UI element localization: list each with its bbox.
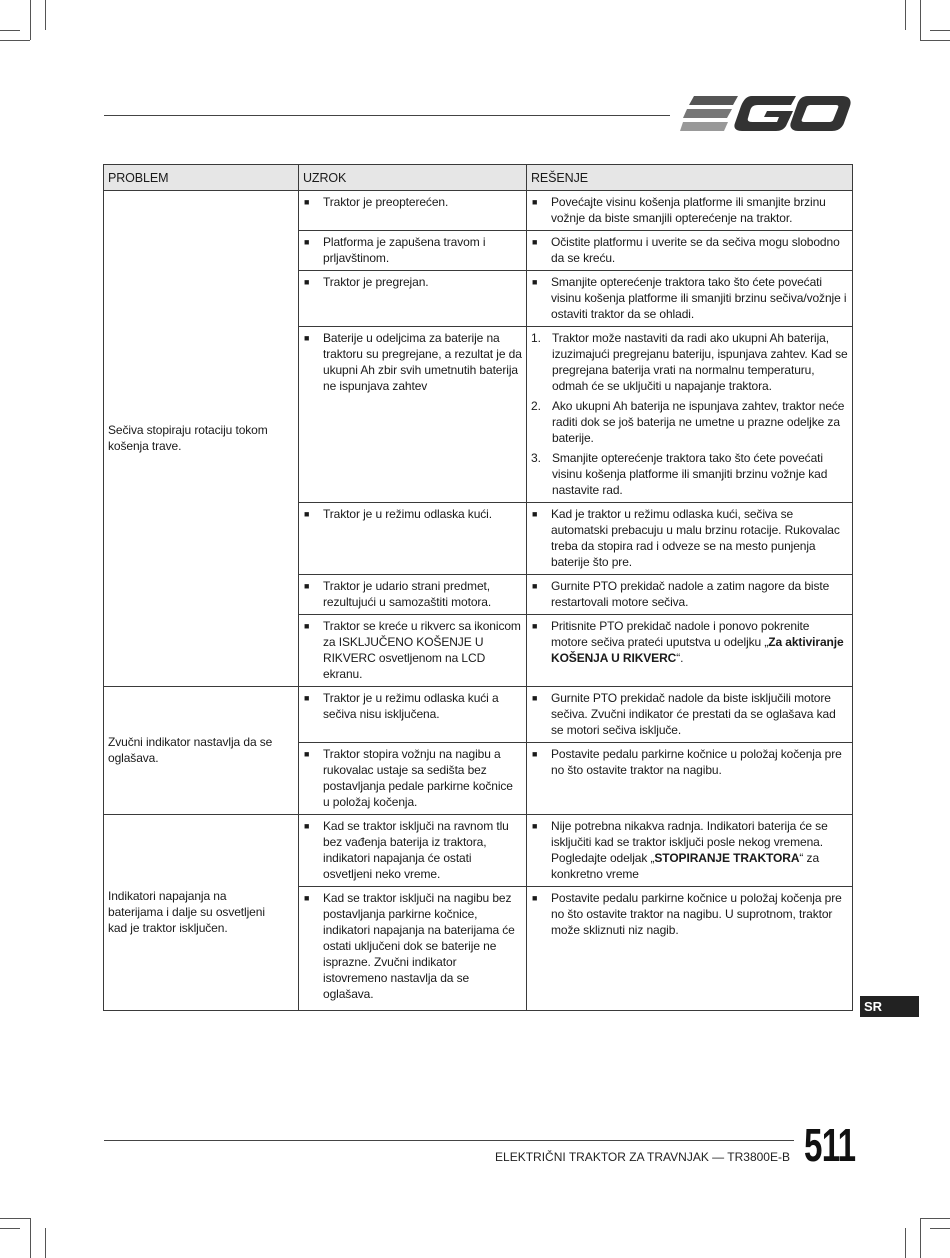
crop-mark	[905, 0, 906, 30]
cause-cell: ■ Traktor je preopterećen.	[299, 191, 527, 231]
crop-mark	[930, 30, 950, 31]
bullet-icon: ■	[304, 197, 310, 207]
troubleshooting-table	[103, 164, 853, 1011]
crop-mark	[920, 40, 950, 41]
problem-cell: Zvučni indikator nastavlja da se oglašava.	[104, 687, 299, 815]
bullet-icon: ■	[304, 621, 310, 631]
section-reference: Za aktiviranje KOŠENJA U RIKVERC	[551, 635, 844, 665]
footer-rule	[104, 1140, 794, 1141]
solution-cell: ■ Gurnite PTO prekidač nadole a zatim nagore da biste restartovali motore sečiva.	[527, 575, 853, 615]
bullet-icon: ■	[532, 237, 538, 247]
language-tab: SR	[860, 996, 919, 1017]
cause-cell: ■ Traktor je u režimu odlaska kući.	[299, 503, 527, 575]
table-row	[104, 191, 853, 231]
cause-cell: ■ Traktor stopira vožnju na nagibu a rukovalac ustaje sa sedišta bez postavljanja pedale parkirne kočnice u položaj kočenja.	[299, 743, 527, 815]
crop-mark	[920, 0, 921, 40]
solution-cell: ■ Gurnite PTO prekidač nadole da biste isključili motore sečiva. Zvučni indikator će prestati da se oglašava kad se motori sečiva isključe.	[527, 687, 853, 743]
header-rule	[104, 115, 670, 116]
bullet-icon: ■	[304, 893, 310, 903]
solution-cell: ■ Smanjite opterećenje traktora tako što ćete povećati visinu košenja platforme ili smanjiti brzinu sečiva/vožnje i ostaviti traktor da se ohladi.	[527, 271, 853, 327]
numbered-step: 2. Ako ukupni Ah baterija ne ispunjava zahtev, traktor neće raditi dok se još baterija ne umetne u prazne odeljke za baterije.	[531, 399, 845, 445]
solution-cell: ■ Povećajte visinu košenja platforme ili smanjite brzinu vožnje da biste smanjili opterećenje na traktor.	[527, 191, 853, 231]
cause-cell: ■ Baterije u odeljcima za baterije na traktoru su pregrejane, a rezultat je da ukupni Ah zbir svih umetnutih baterija ne ispunjava zahtev	[299, 327, 527, 503]
solution-cell: ■ Pritisnite PTO prekidač nadole i ponovo pokrenite motore sečiva prateći uputstva u odeljku „Za aktiviranje KOŠENJA U RIKVERC“.	[527, 615, 853, 687]
cause-cell: ■ Kad se traktor isključi na nagibu bez postavljanja parkirne kočnice, indikatori napajanja na baterijama će ostati uključeni dok se baterije ne isprazne. Zvučni indikator istovremeno nastavlja da se oglašava.	[299, 887, 527, 1011]
crop-mark	[930, 1228, 950, 1229]
bullet-icon: ■	[532, 509, 538, 519]
bullet-icon: ■	[532, 621, 538, 631]
page-number: 511	[804, 1119, 856, 1171]
crop-mark	[0, 1228, 20, 1229]
column-header-problem: PROBLEM	[104, 165, 299, 191]
cause-cell: ■ Traktor se kreće u rikverc sa ikonicom za ISKLJUČENO KOŠENJE U RIKVERC osvetljenom na LCD ekranu.	[299, 615, 527, 687]
bullet-icon: ■	[532, 893, 538, 903]
solution-cell: ■ Kad je traktor u režimu odlaska kući, sečiva se automatski prebacuju u malu brzinu rotacije. Rukovalac treba da stopira rad i odveze se na mesto punjenja baterije što pre.	[527, 503, 853, 575]
bullet-icon: ■	[304, 509, 310, 519]
crop-mark	[0, 30, 20, 31]
cause-cell: ■ Kad se traktor isključi na ravnom tlu bez vađenja baterija iz traktora, indikatori napajanja će ostati osvetljeni neko vreme.	[299, 815, 527, 887]
bullet-icon: ■	[532, 277, 538, 287]
bullet-icon: ■	[304, 693, 310, 703]
cause-cell: ■ Traktor je udario strani predmet, rezultujući u samozaštiti motora.	[299, 575, 527, 615]
bullet-icon: ■	[532, 693, 538, 703]
problem-cell: Indikatori napajanja na baterijama i dalje su osvetljeni kad je traktor isključen.	[104, 815, 299, 1011]
ego-logo	[680, 92, 852, 136]
bullet-icon: ■	[532, 581, 538, 591]
crop-mark	[0, 1218, 30, 1219]
crop-mark	[45, 0, 46, 30]
column-header-solution: REŠENJE	[527, 165, 853, 191]
crop-mark	[0, 40, 30, 41]
bullet-icon: ■	[532, 821, 538, 831]
numbered-step: 3. Smanjite opterećenje traktora tako što ćete povećati visinu košenja platforme ili smanjiti brzinu vožnje kad nastavite rad.	[531, 451, 828, 497]
solution-cell: ■ Očistite platformu i uverite se da sečiva mogu slobodno da se kreću.	[527, 231, 853, 271]
crop-mark	[30, 0, 31, 40]
bullet-icon: ■	[532, 749, 538, 759]
column-header-cause: UZROK	[299, 165, 527, 191]
bullet-icon: ■	[304, 277, 310, 287]
solution-cell: ■ Nije potrebna nikakva radnja. Indikatori baterija će se isključiti kad se traktor isključi posle nekog vremena. Pogledajte odeljak „STOPIRANJE TRAKTORA“ za konkretno vreme	[527, 815, 853, 887]
bullet-icon: ■	[304, 333, 310, 343]
bullet-icon: ■	[304, 749, 310, 759]
crop-mark	[45, 1228, 46, 1258]
footer-title: ELEKTRIČNI TRAKTOR ZA TRAVNJAK — TR3800E-B	[495, 1150, 790, 1164]
table-header-row	[104, 165, 853, 191]
crop-mark	[30, 1218, 31, 1258]
solution-cell	[527, 327, 853, 503]
solution-cell: ■ Postavite pedalu parkirne kočnice u položaj kočenja pre no što ostavite traktor na nagibu. U suprotnom, traktor može skliznuti niz nagib.	[527, 887, 853, 1011]
section-reference: STOPIRANJE TRAKTORA	[654, 851, 800, 865]
bullet-icon: ■	[532, 197, 538, 207]
numbered-step: 1. Traktor može nastaviti da radi ako ukupni Ah baterija, izuzimajući pregrejanu bateriju, ispunjava zahtev. Kad se pregrejana baterija vrati na normalnu temperaturu, odmah će se uključiti u napajanje traktora.	[531, 331, 848, 393]
bullet-icon: ■	[304, 237, 310, 247]
table-row	[104, 815, 853, 887]
crop-mark	[920, 1218, 921, 1258]
crop-mark	[905, 1228, 906, 1258]
problem-cell: Sečiva stopiraju rotaciju tokom košenja trave.	[104, 191, 299, 687]
crop-mark	[920, 1218, 950, 1219]
cause-cell: ■ Platforma je zapušena travom i prljavštinom.	[299, 231, 527, 271]
bullet-icon: ■	[304, 581, 310, 591]
solution-cell: ■ Postavite pedalu parkirne kočnice u položaj kočenja pre no što ostavite traktor na nagibu.	[527, 743, 853, 815]
cause-cell: ■ Traktor je pregrejan.	[299, 271, 527, 327]
bullet-icon: ■	[304, 821, 310, 831]
table-row	[104, 687, 853, 743]
cause-cell: ■ Traktor je u režimu odlaska kući a sečiva nisu isključena.	[299, 687, 527, 743]
